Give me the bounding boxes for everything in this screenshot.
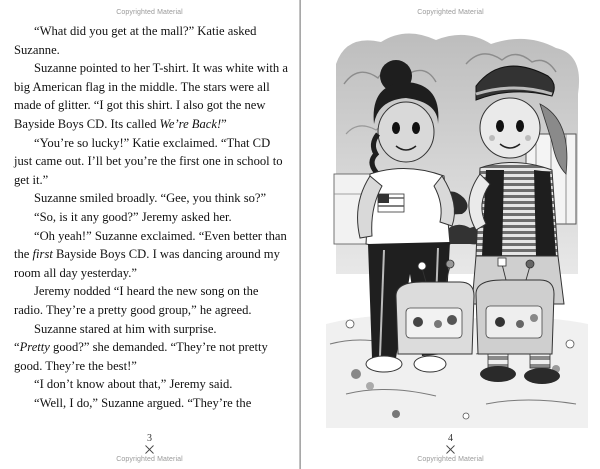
paragraph-text: “Oh yeah!” Suzanne exclaimed. “Even better than the: [14, 228, 287, 262]
emphasized-text: We’re Back!: [159, 116, 222, 131]
paragraph: [14, 227, 288, 283]
paragraph: “You’re so lucky!” Katie exclaimed. “That CD just came out. I’ll bet you’re the first one in school to get it.”: [14, 135, 283, 187]
paragraph-text: Suzanne pointed to her T-shirt. It was white with a big American flag in the middle. The stars were all made of glitter. “I got this shirt. I also got the new Bayside Boys CD. Its called: [14, 61, 288, 131]
watermark-bottom-left: Copyrighted Material: [116, 456, 183, 463]
paragraph: [14, 338, 288, 375]
watermark-top-left: Copyrighted Material: [116, 9, 183, 16]
watermark-top-right: Copyrighted Material: [417, 9, 484, 16]
page-text: [14, 22, 288, 412]
emphasized-text: Pretty: [19, 340, 50, 355]
paragraph: “So, is it any good?” Jeremy asked her.: [34, 209, 232, 224]
paragraph-text: ”: [221, 116, 227, 131]
paragraph: [14, 59, 288, 133]
paragraph-text: Bayside Boys CD. I was dancing around my room all day yesterday.”: [14, 247, 280, 280]
paragraph-text: good?” she demanded. “They’re not pretty good. They’re the best!”: [14, 340, 268, 373]
watermark-bottom-right: Copyrighted Material: [417, 456, 484, 463]
paragraph-text: “: [14, 340, 20, 355]
paragraph: Suzanne stared at him with surprise.: [34, 321, 217, 336]
page-mark-icon: [446, 445, 455, 454]
page-number-left: 3: [147, 433, 152, 444]
page-number-right: 4: [448, 433, 453, 444]
emphasized-text: first: [32, 247, 53, 262]
paragraph: “I don’t know about that,” Jeremy said.: [34, 377, 233, 392]
paragraph: “Well, I do,” Suzanne argued. “They’re the: [34, 395, 252, 410]
two-girls-with-backpacks-illustration: [326, 24, 588, 428]
left-page: [0, 0, 299, 469]
paragraph: Jeremy nodded “I heard the new song on the radio. They’re a pretty good group,” he agreed.: [14, 284, 259, 317]
paragraph: Suzanne smiled broadly. “Gee, you think so?”: [34, 191, 267, 206]
paragraph: “What did you get at the mall?” Katie asked Suzanne.: [14, 24, 257, 57]
page-mark-icon: [145, 445, 154, 454]
